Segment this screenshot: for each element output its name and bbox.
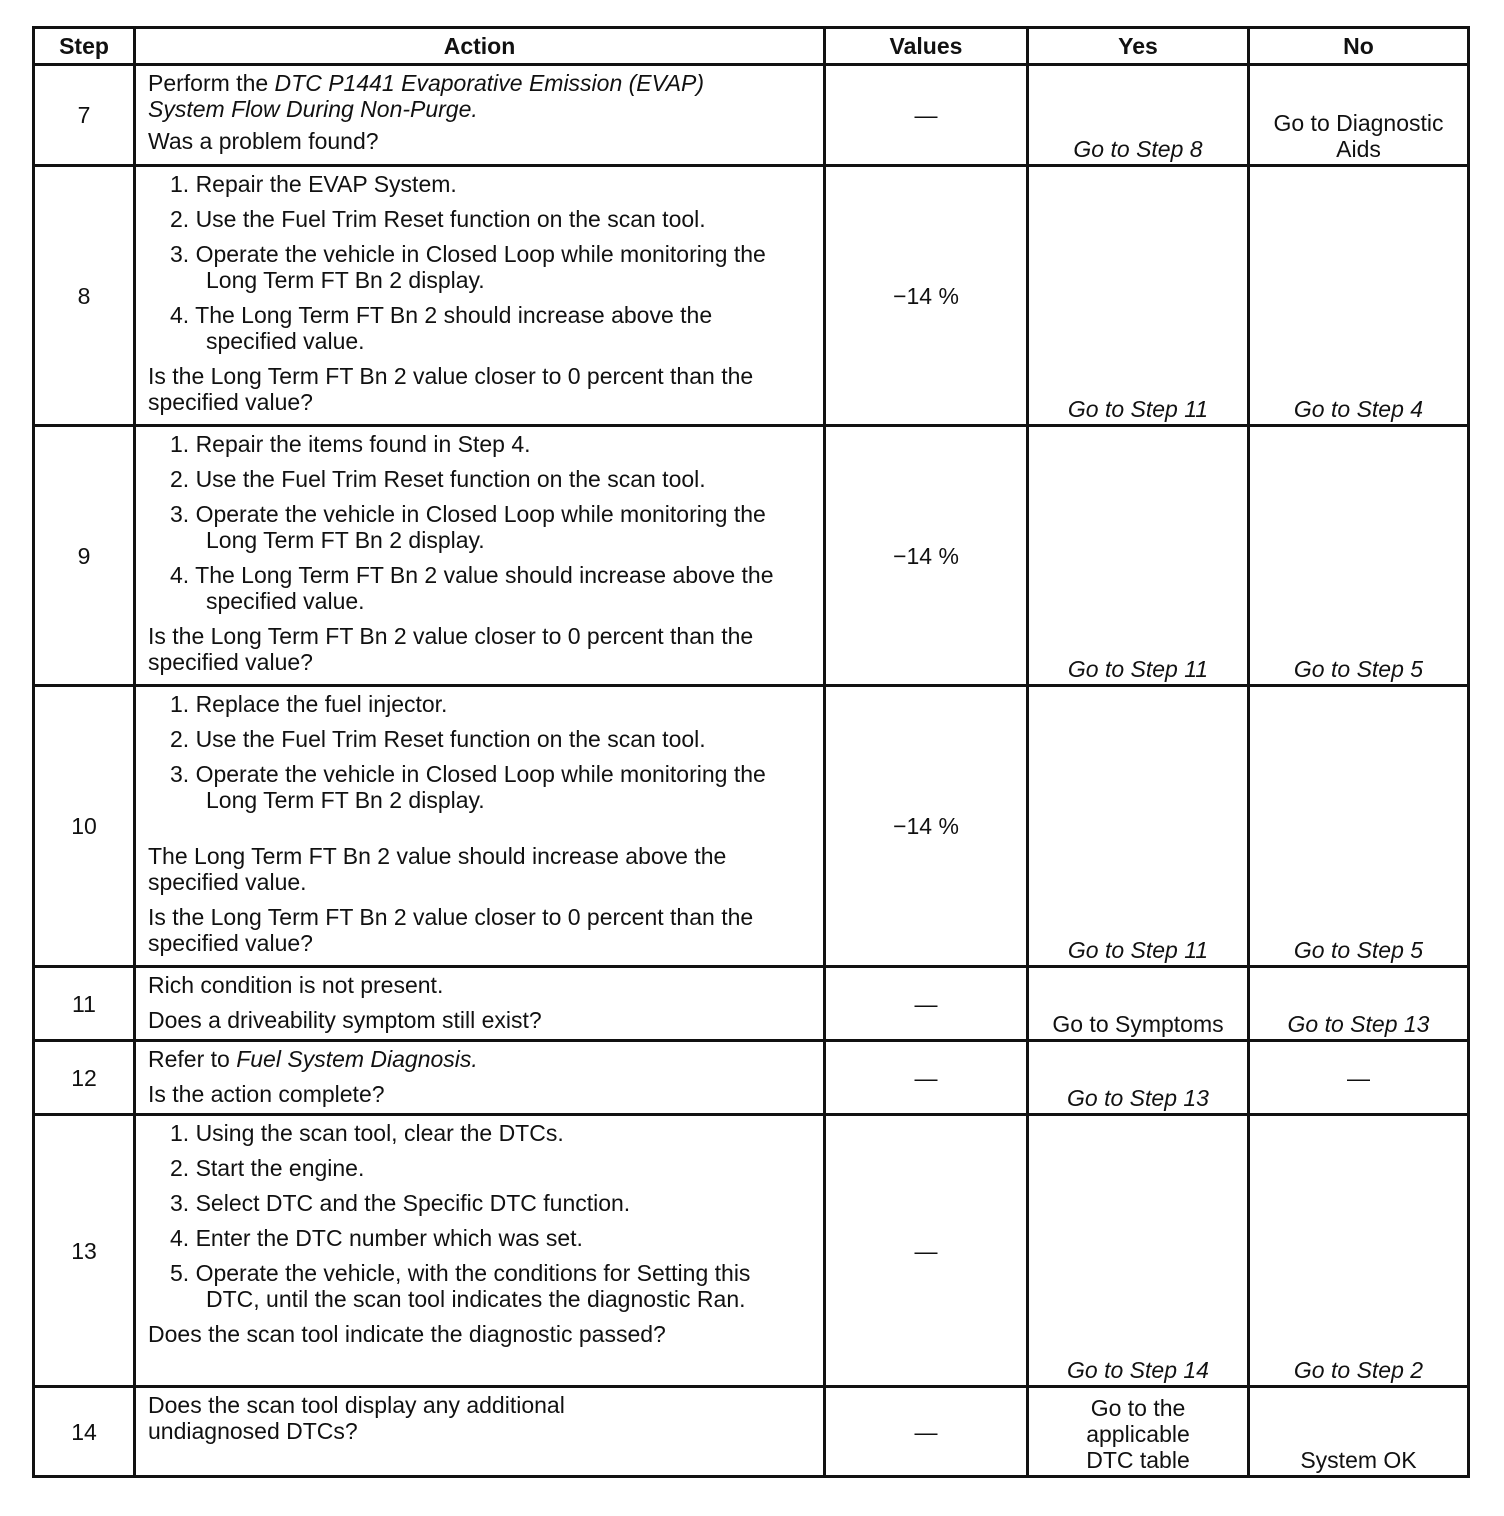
values-cell: −14 %: [825, 686, 1028, 967]
action-text: Rich condition is not present.: [148, 972, 444, 998]
list-item: 2. Start the engine.: [170, 1155, 365, 1181]
step-number: 13: [34, 1115, 135, 1387]
table-row: [34, 65, 1469, 166]
header-row: [34, 28, 1469, 65]
table-row: [34, 1387, 1469, 1477]
list-item: 3. Operate the vehicle in Closed Loop while monitoring the Long Term FT Bn 2 display.: [170, 241, 766, 293]
no-cell: —: [1249, 1041, 1469, 1115]
question-text: Is the Long Term FT Bn 2 value closer to 0 percent than the specified value?: [148, 363, 754, 415]
note-text: The Long Term FT Bn 2 value should increase above the specified value.: [148, 843, 727, 895]
values-cell: —: [825, 1041, 1028, 1115]
step-number: 8: [34, 166, 135, 426]
procedure-list: [148, 431, 809, 614]
list-item: 3. Operate the vehicle in Closed Loop while monitoring the Long Term FT Bn 2 display.: [170, 761, 766, 813]
question-text: Is the Long Term FT Bn 2 value closer to 0 percent than the specified value?: [148, 623, 754, 675]
yes-cell: [1028, 1387, 1249, 1477]
table-row: [34, 166, 1469, 426]
reference-link: Fuel System Diagnosis.: [236, 1046, 478, 1072]
no-cell: Go to Step 2: [1249, 1115, 1469, 1387]
table-row: [34, 426, 1469, 686]
procedure-list: [148, 1120, 809, 1312]
question-text: Does the scan tool display any additional undiagnosed DTCs?: [148, 1392, 565, 1444]
action-cell: [135, 166, 825, 426]
no-cell: Go to Step 5: [1249, 426, 1469, 686]
yes-cell: Go to Step 11: [1028, 166, 1249, 426]
yes-text: Go to the applicable DTC table: [1086, 1395, 1190, 1473]
list-item: 5. Operate the vehicle, with the conditions for Setting this DTC, until the scan tool indicates the diagnostic Ran.: [170, 1260, 751, 1312]
header-step: Step: [34, 28, 135, 65]
action-cell: [135, 967, 825, 1041]
list-item: 4. The Long Term FT Bn 2 value should increase above the specified value.: [170, 562, 774, 614]
yes-cell: Go to Symptoms: [1028, 967, 1249, 1041]
no-cell: Go to Step 5: [1249, 686, 1469, 967]
values-cell: —: [825, 967, 1028, 1041]
step-number: 10: [34, 686, 135, 967]
table-row: [34, 686, 1469, 967]
yes-cell: Go to Step 11: [1028, 426, 1249, 686]
step-number: 9: [34, 426, 135, 686]
values-cell: —: [825, 1115, 1028, 1387]
yes-cell: Go to Step 14: [1028, 1115, 1249, 1387]
question-text: Does the scan tool indicate the diagnostic passed?: [148, 1321, 666, 1347]
action-cell: [135, 1115, 825, 1387]
diagnostic-table: [32, 26, 1470, 1478]
table-row: [34, 1115, 1469, 1387]
yes-cell: Go to Step 13: [1028, 1041, 1249, 1115]
no-cell: [1249, 65, 1469, 166]
yes-cell: Go to Step 8: [1028, 65, 1249, 166]
no-text: Go to Diagnostic Aids: [1273, 110, 1444, 162]
values-cell: −14 %: [825, 166, 1028, 426]
list-item: 2. Use the Fuel Trim Reset function on the scan tool.: [170, 466, 706, 492]
no-cell: System OK: [1249, 1387, 1469, 1477]
table-row: [34, 967, 1469, 1041]
list-item: 1. Using the scan tool, clear the DTCs.: [170, 1120, 564, 1146]
action-cell: [135, 686, 825, 967]
step-number: 11: [34, 967, 135, 1041]
list-item: 2. Use the Fuel Trim Reset function on the scan tool.: [170, 726, 706, 752]
header-values: Values: [825, 28, 1028, 65]
action-cell: [135, 65, 825, 166]
action-cell: [135, 426, 825, 686]
list-item: 2. Use the Fuel Trim Reset function on the scan tool.: [170, 206, 706, 232]
list-item: 4. Enter the DTC number which was set.: [170, 1225, 583, 1251]
procedure-list: [148, 691, 809, 813]
no-cell: Go to Step 4: [1249, 166, 1469, 426]
table-row: [34, 1041, 1469, 1115]
question-text: Is the Long Term FT Bn 2 value closer to 0 percent than the specified value?: [148, 904, 754, 956]
step-number: 12: [34, 1041, 135, 1115]
action-cell: [135, 1041, 825, 1115]
procedure-list: [148, 171, 809, 354]
list-item: 3. Operate the vehicle in Closed Loop while monitoring the Long Term FT Bn 2 display.: [170, 501, 766, 553]
list-item: 4. The Long Term FT Bn 2 should increase above the specified value.: [170, 302, 713, 354]
values-cell: −14 %: [825, 426, 1028, 686]
reference-link: DTC P1441 Evaporative Emission (EVAP) System Flow During Non-Purge.: [148, 70, 705, 122]
header-action: Action: [135, 28, 825, 65]
question-text: Was a problem found?: [148, 128, 379, 154]
step-number: 7: [34, 65, 135, 166]
question-text: Does a driveability symptom still exist?: [148, 1007, 542, 1033]
header-no: No: [1249, 28, 1469, 65]
question-text: Is the action complete?: [148, 1081, 385, 1107]
action-text: Perform the: [148, 70, 275, 96]
action-cell: [135, 1387, 825, 1477]
no-cell: Go to Step 13: [1249, 967, 1469, 1041]
values-cell: —: [825, 1387, 1028, 1477]
yes-cell: Go to Step 11: [1028, 686, 1249, 967]
list-item: 3. Select DTC and the Specific DTC function.: [170, 1190, 631, 1216]
list-item: 1. Repair the items found in Step 4.: [170, 431, 531, 457]
step-number: 14: [34, 1387, 135, 1477]
list-item: 1. Replace the fuel injector.: [170, 691, 448, 717]
values-cell: —: [825, 65, 1028, 166]
list-item: 1. Repair the EVAP System.: [170, 171, 457, 197]
header-yes: Yes: [1028, 28, 1249, 65]
action-text: Refer to: [148, 1046, 237, 1072]
